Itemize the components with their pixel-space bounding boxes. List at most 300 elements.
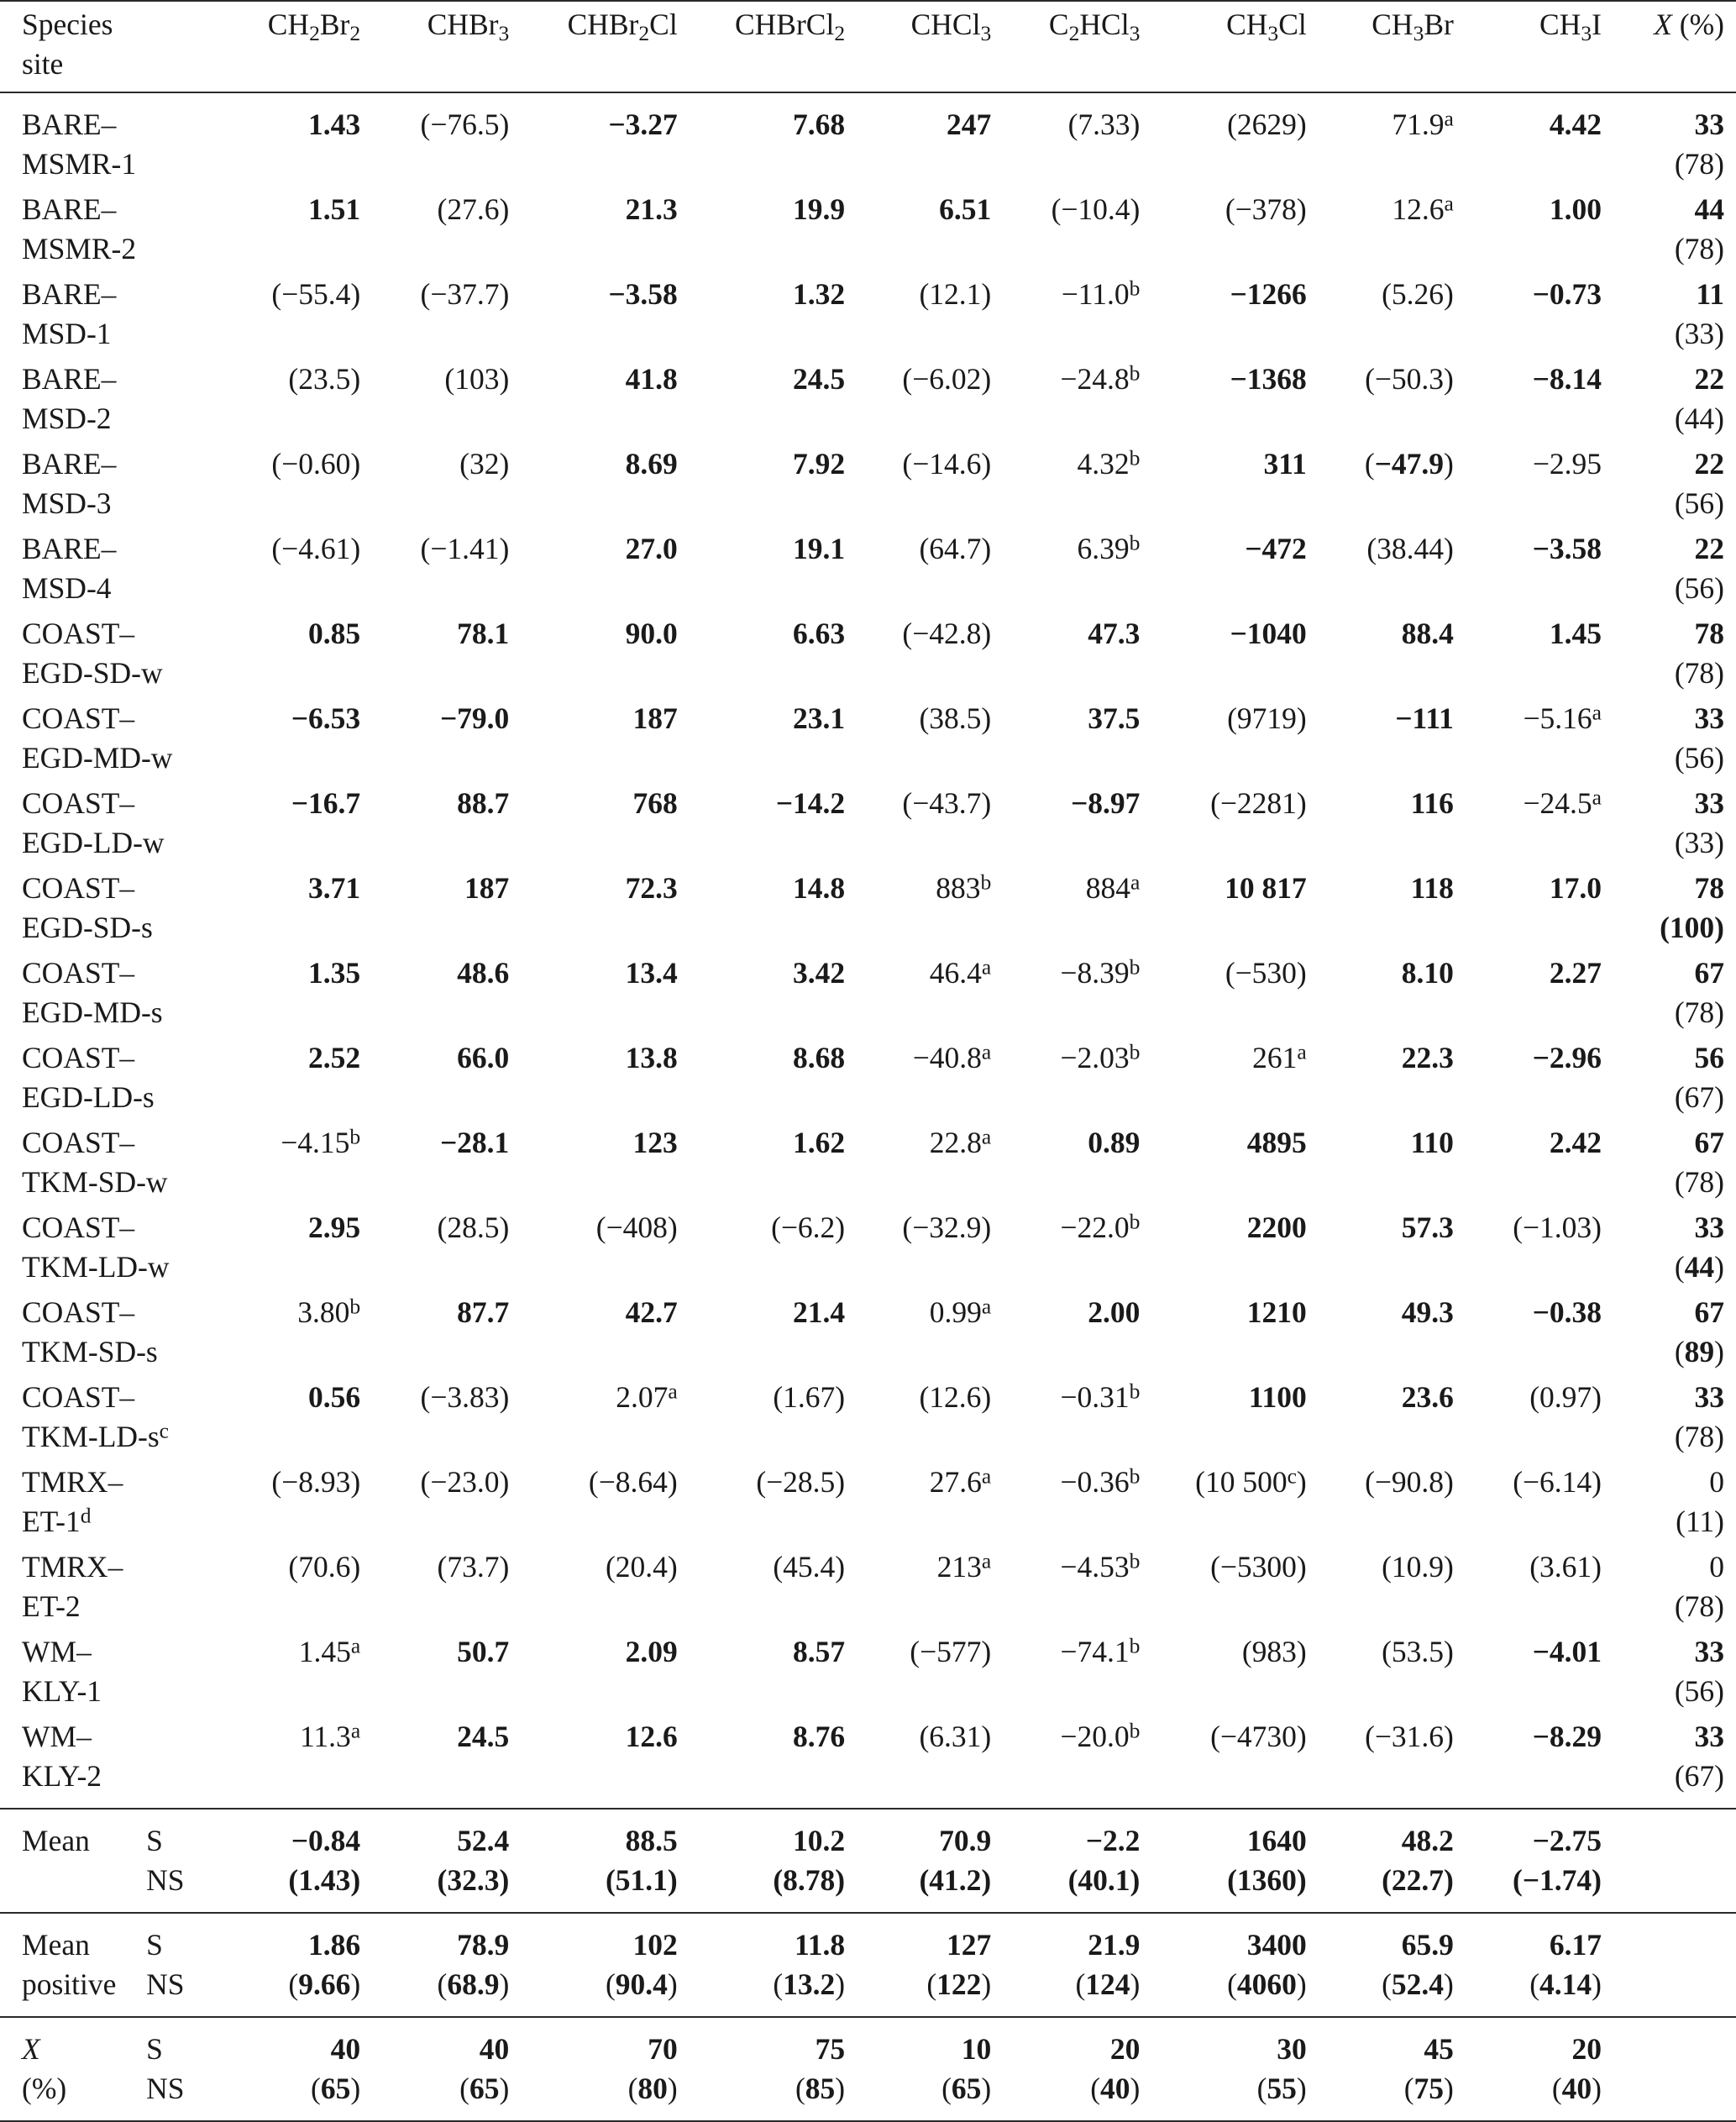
table-cell-empty	[1140, 1757, 1306, 1809]
summary-cell: (55)	[1140, 2069, 1306, 2121]
table-cell: (12.1)	[919, 277, 992, 311]
table-cell-empty	[509, 993, 677, 1035]
summary-row	[0, 1809, 1736, 1861]
table-cell: −0.36$^b$	[1060, 1463, 1141, 1499]
table-cell: −8.97	[1071, 786, 1141, 820]
table-cell: 213$^a$	[936, 1548, 992, 1584]
table-cell: −4.53$^b$	[1060, 1548, 1141, 1584]
table-cell: 2.07$^a$	[616, 1379, 678, 1414]
table-cell: (10 500$^c$)	[1195, 1463, 1307, 1499]
table-cell-empty	[360, 1502, 509, 1544]
summary-s-label: S	[146, 1928, 163, 1962]
summary-row	[0, 1913, 1736, 1965]
table-cell-empty	[678, 1332, 845, 1374]
table-cell-empty	[845, 908, 991, 950]
table-cell: −111	[1395, 701, 1454, 735]
table-cell-empty	[678, 1163, 845, 1205]
table-cell: 247	[946, 108, 992, 141]
table-cell: (−6.2)	[771, 1211, 846, 1244]
table-cell: (−2281)	[1210, 786, 1307, 820]
table-cell-empty	[509, 569, 677, 611]
table-cell-empty	[1140, 1502, 1306, 1544]
table-cell-empty	[214, 993, 360, 1035]
table-cell-empty	[1454, 1757, 1602, 1809]
table-cell: 1.45	[1549, 617, 1602, 650]
table-cell: −28.1	[439, 1126, 510, 1159]
table-cell: (20.4)	[605, 1550, 678, 1584]
table-cell: (103)	[444, 362, 510, 396]
table-cell: (−14.6)	[902, 447, 992, 481]
summary-cell: (40.1)	[991, 1861, 1140, 1913]
site-name: EGD-SD-s	[22, 911, 153, 944]
table-row-sub	[0, 1247, 1736, 1289]
table-cell-empty	[845, 823, 991, 865]
table-cell: 47.3	[1088, 617, 1141, 650]
table-cell-empty	[1307, 908, 1454, 950]
table-cell-empty	[991, 1078, 1140, 1120]
table-cell-empty	[678, 144, 845, 186]
summary-row	[0, 2017, 1736, 2069]
summary-row-ns	[0, 2069, 1736, 2121]
table-cell: 8.68	[793, 1041, 846, 1074]
summary-cell: (124)	[991, 1965, 1140, 2017]
table-cell-empty	[678, 993, 845, 1035]
table-cell-empty	[1307, 1163, 1454, 1205]
table-cell-empty	[1307, 1247, 1454, 1289]
column-header: $CH_2Br_2$	[214, 1, 360, 92]
table-cell-empty	[845, 399, 991, 441]
table-cell: (−408)	[595, 1211, 678, 1244]
table-cell: (−6.14)	[1513, 1465, 1602, 1499]
table-cell: 90.0	[625, 617, 678, 650]
table-cell-empty	[1454, 484, 1602, 526]
table-cell-x-percent: (33)	[1674, 826, 1724, 859]
table-cell: 27.0	[625, 532, 678, 565]
summary-cell: 65.9	[1401, 1928, 1454, 1962]
table-cell: −2.95	[1532, 447, 1602, 481]
table-cell-empty	[214, 1587, 360, 1629]
table-cell-empty	[845, 1332, 991, 1374]
table-cell-empty	[1307, 738, 1454, 780]
summary-cell: (32.3)	[360, 1861, 509, 1913]
table-cell-x-percent: (89)	[1674, 1335, 1724, 1368]
table-cell-empty	[1307, 399, 1454, 441]
table-cell: 22.3	[1401, 1041, 1454, 1074]
table-cell-empty	[1454, 1163, 1602, 1205]
table-cell-empty	[360, 144, 509, 186]
site-group: COAST–	[22, 786, 135, 820]
table-cell: 884$^a$	[1085, 869, 1141, 905]
table-cell: (3.61)	[1529, 1550, 1602, 1584]
table-cell-empty	[1140, 229, 1306, 271]
summary-cell: 70	[648, 2032, 678, 2066]
table-cell-empty	[214, 484, 360, 526]
table-cell-empty	[1454, 738, 1602, 780]
summary-label: Mean	[22, 1824, 90, 1857]
table-cell-empty	[1140, 1247, 1306, 1289]
table-cell: (−378)	[1225, 192, 1307, 226]
table-cell: 88.4	[1401, 617, 1454, 650]
table-cell: (−577)	[910, 1635, 992, 1668]
summary-cell-empty	[1602, 2017, 1736, 2069]
table-cell: (−76.5)	[420, 108, 510, 141]
table-cell: 33	[1694, 1211, 1724, 1244]
table-cell: 14.8	[793, 871, 846, 905]
summary-cell: (1360)	[1140, 1861, 1306, 1913]
table-row	[0, 1629, 1736, 1672]
column-header: CHBrCl$_2$	[678, 1, 845, 92]
column-header: CHBr$_2$Cl	[509, 1, 677, 92]
summary-cell: (75)	[1307, 2069, 1454, 2121]
table-cell: (−10.4)	[1051, 192, 1141, 226]
summary-cell: 40	[330, 2032, 361, 2066]
table-row	[0, 186, 1736, 229]
table-cell-empty	[1454, 1587, 1602, 1629]
table-cell: 2.27	[1549, 956, 1602, 990]
site-name: MSD-2	[22, 402, 112, 435]
table-cell: 46.4$^a$	[929, 954, 992, 990]
table-cell: 1.35	[308, 956, 361, 990]
table-cell: 33	[1694, 701, 1724, 735]
table-cell: −1040	[1230, 617, 1307, 650]
table-cell: −5.16$^a$	[1523, 700, 1602, 735]
table-cell-empty	[678, 823, 845, 865]
table-cell: 0	[1709, 1550, 1724, 1584]
table-cell: 6.51	[939, 192, 992, 226]
table-cell-empty	[214, 1672, 360, 1714]
table-cell-empty	[991, 993, 1140, 1035]
table-cell: (−90.8)	[1365, 1465, 1454, 1499]
table-cell: (28.5)	[437, 1211, 510, 1244]
column-header: $CH_3Br$	[1307, 1, 1454, 92]
table-cell-empty	[1140, 569, 1306, 611]
site-group: COAST–	[22, 701, 135, 735]
table-cell: 49.3	[1401, 1295, 1454, 1329]
table-row	[0, 441, 1736, 484]
table-cell-empty	[214, 1078, 360, 1120]
table-cell: 4.42	[1549, 108, 1602, 141]
table-cell: (7.33)	[1067, 108, 1141, 141]
table-row-sub	[0, 908, 1736, 950]
table-cell: 37.5	[1088, 701, 1141, 735]
table-cell-empty	[360, 1332, 509, 1374]
summary-cell: −2.75	[1532, 1824, 1602, 1857]
table-row	[0, 1120, 1736, 1163]
site-group: WM–	[22, 1635, 92, 1668]
table-cell-empty	[214, 1332, 360, 1374]
table-cell-empty	[991, 1247, 1140, 1289]
table-cell: 0	[1709, 1465, 1724, 1499]
table-cell-empty	[845, 144, 991, 186]
site-group: BARE–	[22, 362, 117, 396]
table-cell-empty	[1307, 1757, 1454, 1809]
table-cell: 0.99$^a$	[929, 1294, 992, 1329]
table-cell-x-percent: (44)	[1674, 402, 1724, 435]
table-cell-empty	[1140, 484, 1306, 526]
site-name: MSMR-2	[22, 232, 137, 265]
table-cell-empty	[845, 1587, 991, 1629]
table-cell-empty	[1307, 1502, 1454, 1544]
table-cell: −20.0$^b$	[1060, 1718, 1141, 1753]
table-cell-empty	[1454, 399, 1602, 441]
table-cell: 22	[1694, 532, 1724, 565]
table-cell-empty	[845, 993, 991, 1035]
table-row	[0, 1289, 1736, 1332]
table-row-sub	[0, 1332, 1736, 1374]
table-cell-empty	[1454, 993, 1602, 1035]
table-cell: 44	[1694, 192, 1724, 226]
table-cell: (45.4)	[773, 1550, 846, 1584]
site-group: COAST–	[22, 1126, 135, 1159]
table-row	[0, 950, 1736, 993]
table-cell: 41.8	[625, 362, 678, 396]
table-cell-empty	[509, 399, 677, 441]
table-cell: 2.42	[1549, 1126, 1602, 1159]
site-group: COAST–	[22, 1295, 135, 1329]
summary-cell: (8.78)	[678, 1861, 845, 1913]
summary-cell-empty	[1602, 1809, 1736, 1861]
summary-label-2	[0, 1861, 146, 1913]
table-cell: (1.67)	[773, 1380, 846, 1414]
table-cell-empty	[845, 229, 991, 271]
table-cell: 33	[1694, 1635, 1724, 1668]
table-cell: 78	[1694, 617, 1724, 650]
table-cell: 23.1	[793, 701, 846, 735]
site-name: TKM-SD-w	[22, 1165, 168, 1199]
table-cell: (38.5)	[919, 701, 992, 735]
table-cell: 0.89	[1088, 1126, 1141, 1159]
table-cell: −1368	[1230, 362, 1307, 396]
table-cell-empty	[509, 1247, 677, 1289]
table-cell-empty	[845, 1247, 991, 1289]
table-row-sub	[0, 229, 1736, 271]
table-row-sub	[0, 569, 1736, 611]
table-cell: 12.6	[625, 1720, 678, 1753]
table-cell-empty	[1140, 654, 1306, 696]
table-cell: (−37.7)	[420, 277, 510, 311]
table-cell: (−47.9)	[1364, 447, 1454, 481]
table-row	[0, 696, 1736, 738]
table-cell-empty	[1140, 144, 1306, 186]
table-cell: 78.1	[457, 617, 510, 650]
table-cell-empty	[214, 569, 360, 611]
summary-cell: (22.7)	[1307, 1861, 1454, 1913]
table-cell-empty	[1140, 1587, 1306, 1629]
table-cell-empty	[1307, 654, 1454, 696]
site-group: COAST–	[22, 871, 135, 905]
table-cell: 56	[1694, 1041, 1724, 1074]
table-cell: 67	[1694, 956, 1724, 990]
table-cell-empty	[1140, 908, 1306, 950]
table-cell-x-percent: (78)	[1674, 1420, 1724, 1453]
summary-cell: 45	[1424, 2032, 1454, 2066]
table-cell: 3.42	[793, 956, 846, 990]
table-cell: 23.6	[1401, 1380, 1454, 1414]
table-cell-empty	[1140, 314, 1306, 356]
table-cell-x-percent: (33)	[1674, 317, 1724, 350]
table-cell: (−0.60)	[271, 447, 361, 481]
table-cell: −22.0$^b$	[1060, 1209, 1141, 1244]
table-cell: −14.2	[775, 786, 846, 820]
table-cell-empty	[1454, 1417, 1602, 1459]
table-cell-x-percent: (100)	[1660, 911, 1724, 944]
table-cell-empty	[1454, 144, 1602, 186]
table-cell: 1100	[1248, 1380, 1307, 1414]
table-cell-empty	[1307, 823, 1454, 865]
summary-cell: (41.2)	[845, 1861, 991, 1913]
summary-cell: 1640	[1246, 1824, 1307, 1857]
table-cell: 19.9	[793, 192, 846, 226]
summary-cell: −0.84	[291, 1824, 361, 1857]
summary-cell-empty	[1602, 1913, 1736, 1965]
table-row	[0, 780, 1736, 823]
table-cell-empty	[1307, 1587, 1454, 1629]
table-cell-empty	[678, 1672, 845, 1714]
table-cell-empty	[1454, 654, 1602, 696]
table-cell-empty	[991, 1757, 1140, 1809]
table-cell: 1210	[1246, 1295, 1307, 1329]
table-cell-empty	[509, 1332, 677, 1374]
column-header: X (%)	[1602, 1, 1736, 92]
table-cell: 0.56	[308, 1380, 361, 1414]
table-cell: 24.5	[457, 1720, 510, 1753]
table-cell-empty	[1454, 229, 1602, 271]
table-cell-empty	[678, 1417, 845, 1459]
table-cell-empty	[214, 654, 360, 696]
table-cell-empty	[678, 569, 845, 611]
table-row-sub	[0, 1078, 1736, 1120]
table-cell-empty	[845, 1672, 991, 1714]
table-cell: −3.58	[608, 277, 678, 311]
site-group: TMRX–	[22, 1465, 123, 1499]
table-cell-empty	[360, 1587, 509, 1629]
summary-cell: (4.14)	[1454, 1965, 1602, 2017]
summary-cell: −2.2	[1085, 1824, 1141, 1857]
table-cell: 48.6	[457, 956, 510, 990]
table-cell: (6.31)	[919, 1720, 992, 1753]
table-cell: (−4730)	[1210, 1720, 1307, 1753]
table-cell-empty	[678, 908, 845, 950]
table-row-sub	[0, 1417, 1736, 1459]
table-cell: 116	[1410, 786, 1454, 820]
table-cell: 22.8$^a$	[929, 1124, 992, 1159]
column-header: CHCl$_3$	[845, 1, 991, 92]
summary-row-ns	[0, 1965, 1736, 2017]
table-cell: 8.76	[793, 1720, 846, 1753]
table-cell: 187	[632, 701, 678, 735]
table-cell: 8.57	[793, 1635, 846, 1668]
table-cell: −24.5$^a$	[1523, 785, 1602, 820]
summary-cell: (−1.74)	[1454, 1861, 1602, 1913]
table-row-sub	[0, 993, 1736, 1035]
summary-cell: 21.9	[1088, 1928, 1141, 1962]
table-cell: 88.7	[457, 786, 510, 820]
table-cell-empty	[1307, 1672, 1454, 1714]
table-row	[0, 1544, 1736, 1587]
site-name: MSD-1	[22, 317, 112, 350]
table-cell: 1.32	[793, 277, 846, 311]
table-cell: (−28.5)	[756, 1465, 846, 1499]
table-cell: 19.1	[793, 532, 846, 565]
summary-cell: (40)	[991, 2069, 1140, 2121]
table-cell-x-percent: (78)	[1674, 1589, 1724, 1623]
table-cell: (983)	[1241, 1635, 1307, 1668]
table-cell-empty	[1140, 1672, 1306, 1714]
table-cell-empty	[360, 314, 509, 356]
table-cell-empty	[991, 738, 1140, 780]
table-cell: 2.95	[308, 1211, 361, 1244]
table-cell-empty	[509, 484, 677, 526]
summary-cell: 70.9	[939, 1824, 992, 1857]
table-row-sub	[0, 1163, 1736, 1205]
table-cell: (−530)	[1225, 956, 1307, 990]
summary-cell: 48.2	[1401, 1824, 1454, 1857]
table-cell: (−1.41)	[420, 532, 510, 565]
site-name: KLY-1	[22, 1674, 102, 1708]
table-cell-empty	[678, 1247, 845, 1289]
table-cell: −0.73	[1532, 277, 1602, 311]
table-cell-x-percent: (78)	[1674, 656, 1724, 690]
table-cell-empty	[214, 1417, 360, 1459]
site-group: BARE–	[22, 447, 117, 481]
table-cell-empty	[1454, 1672, 1602, 1714]
site-name: EGD-LD-s	[22, 1080, 155, 1114]
table-cell-empty	[360, 1247, 509, 1289]
site-group: COAST–	[22, 1041, 135, 1074]
table-cell-empty	[991, 314, 1140, 356]
table-cell: 42.7	[625, 1295, 678, 1329]
table-cell-empty	[1140, 823, 1306, 865]
table-cell: −16.7	[291, 786, 361, 820]
table-cell-x-percent: (78)	[1674, 147, 1724, 181]
summary-cell: 102	[632, 1928, 678, 1962]
site-group: COAST–	[22, 1380, 135, 1414]
table-cell: 123	[632, 1126, 678, 1159]
table-cell-empty	[1307, 229, 1454, 271]
table-cell: (−8.64)	[588, 1465, 678, 1499]
summary-cell: 75	[815, 2032, 846, 2066]
table-cell-empty	[678, 1587, 845, 1629]
table-cell-empty	[845, 1078, 991, 1120]
table-row	[0, 526, 1736, 569]
summary-cell: (51.1)	[509, 1861, 677, 1913]
summary-cell: 40	[479, 2032, 510, 2066]
table-cell: (38.44)	[1366, 532, 1454, 565]
table-cell: 118	[1410, 871, 1454, 905]
summary-cell: 127	[946, 1928, 992, 1962]
table-cell: 33	[1694, 1380, 1724, 1414]
site-name: EGD-SD-w	[22, 656, 163, 690]
table-cell: 4.32$^b$	[1077, 445, 1141, 481]
site-name: MSD-4	[22, 571, 112, 605]
table-cell: −40.8$^a$	[912, 1039, 992, 1074]
site-name: MSD-3	[22, 486, 112, 520]
table-cell-empty	[360, 993, 509, 1035]
site-name: EGD-LD-w	[22, 826, 165, 859]
table-cell-x-percent: (67)	[1674, 1080, 1724, 1114]
summary-ns-label: NS	[146, 1861, 214, 1913]
table-cell-empty	[509, 1163, 677, 1205]
table-cell: 1.00	[1549, 192, 1602, 226]
table-cell-empty	[1454, 1502, 1602, 1544]
table-cell: 261$^a$	[1252, 1039, 1307, 1074]
table-cell-empty	[991, 229, 1140, 271]
table-cell-empty	[509, 823, 677, 865]
table-cell: (−23.0)	[420, 1465, 510, 1499]
site-name: EGD-MD-s	[22, 995, 163, 1029]
table-cell: 33	[1694, 108, 1724, 141]
table-cell-empty	[1307, 1078, 1454, 1120]
